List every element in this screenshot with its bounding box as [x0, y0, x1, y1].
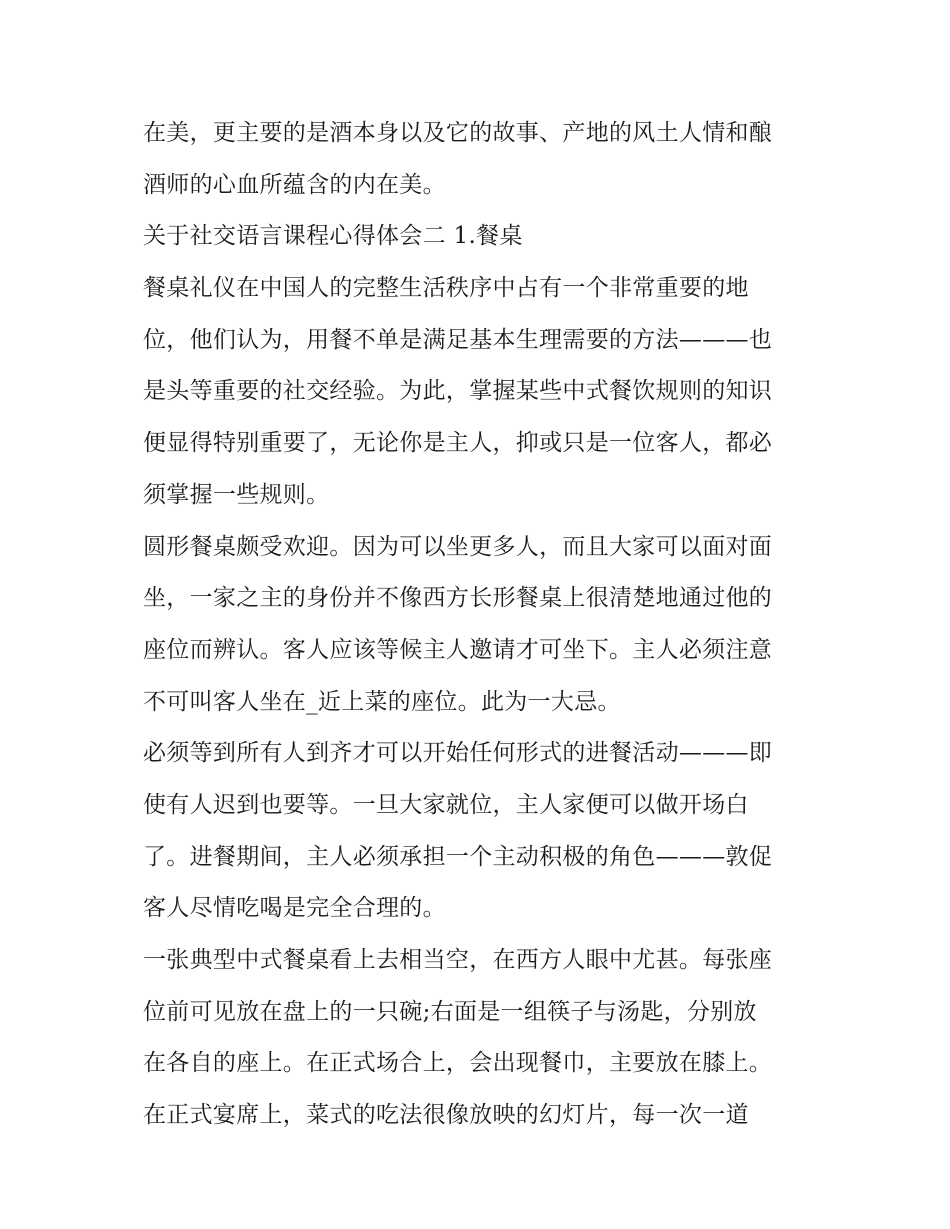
text-line: 座位而辨认。客人应该等候主人邀请才可坐下。主人必须注意	[143, 636, 773, 663]
text-line: 是头等重要的社交经验。为此，掌握某些中式餐饮规则的知识	[143, 378, 773, 405]
text-line: 位，他们认为，用餐不单是满足基本生理需要的方法———也	[143, 326, 773, 353]
text-line: 位前可见放在盘上的一只碗;右面是一组筷子与汤匙，分别放	[143, 998, 757, 1025]
text-line: 不可叫客人坐在_近上菜的座位。此为一大忌。	[143, 688, 621, 715]
text-line: 客人尽情吃喝是完全合理的。	[143, 895, 446, 922]
text-line: 餐桌礼仪在中国人的完整生活秩序中占有一个非常重要的地	[143, 275, 749, 302]
text-line: 圆形餐桌颇受欢迎。因为可以坐更多人，而且大家可以面对面	[143, 533, 773, 560]
body-text	[143, 108, 815, 1142]
text-line: 在各自的座上。在正式场合上，会出现餐巾，主要放在膝上。	[143, 1050, 773, 1077]
text-line: 了。进餐期间，主人必须承担一个主动积极的角色———敦促	[143, 843, 773, 870]
text-line: 酒师的心血所蕴含的内在美。	[143, 171, 446, 198]
text-line: 在正式宴席上，菜式的吃法很像放映的幻灯片，每一次一道	[143, 1102, 749, 1129]
text-line: 在美，更主要的是酒本身以及它的故事、产地的风土人情和酿	[143, 120, 773, 146]
text-line: 使有人迟到也要等。一旦大家就位，主人家便可以做开场白	[143, 791, 749, 818]
section-heading: 关于社交语言课程心得体会二 1.餐桌	[143, 223, 523, 250]
text-line: 坐，一家之主的身份并不像西方长形餐桌上很清楚地通过他的	[143, 585, 773, 612]
text-line: 必须等到所有人到齐才可以开始任何形式的进餐活动———即	[143, 740, 773, 767]
text-line: 一张典型中式餐桌看上去相当空，在西方人眼中尤甚。每张座	[143, 947, 773, 973]
text-line: 须掌握一些规则。	[143, 481, 330, 508]
text-line: 便显得特别重要了，无论你是主人，抑或只是一位客人，都必	[143, 430, 773, 457]
